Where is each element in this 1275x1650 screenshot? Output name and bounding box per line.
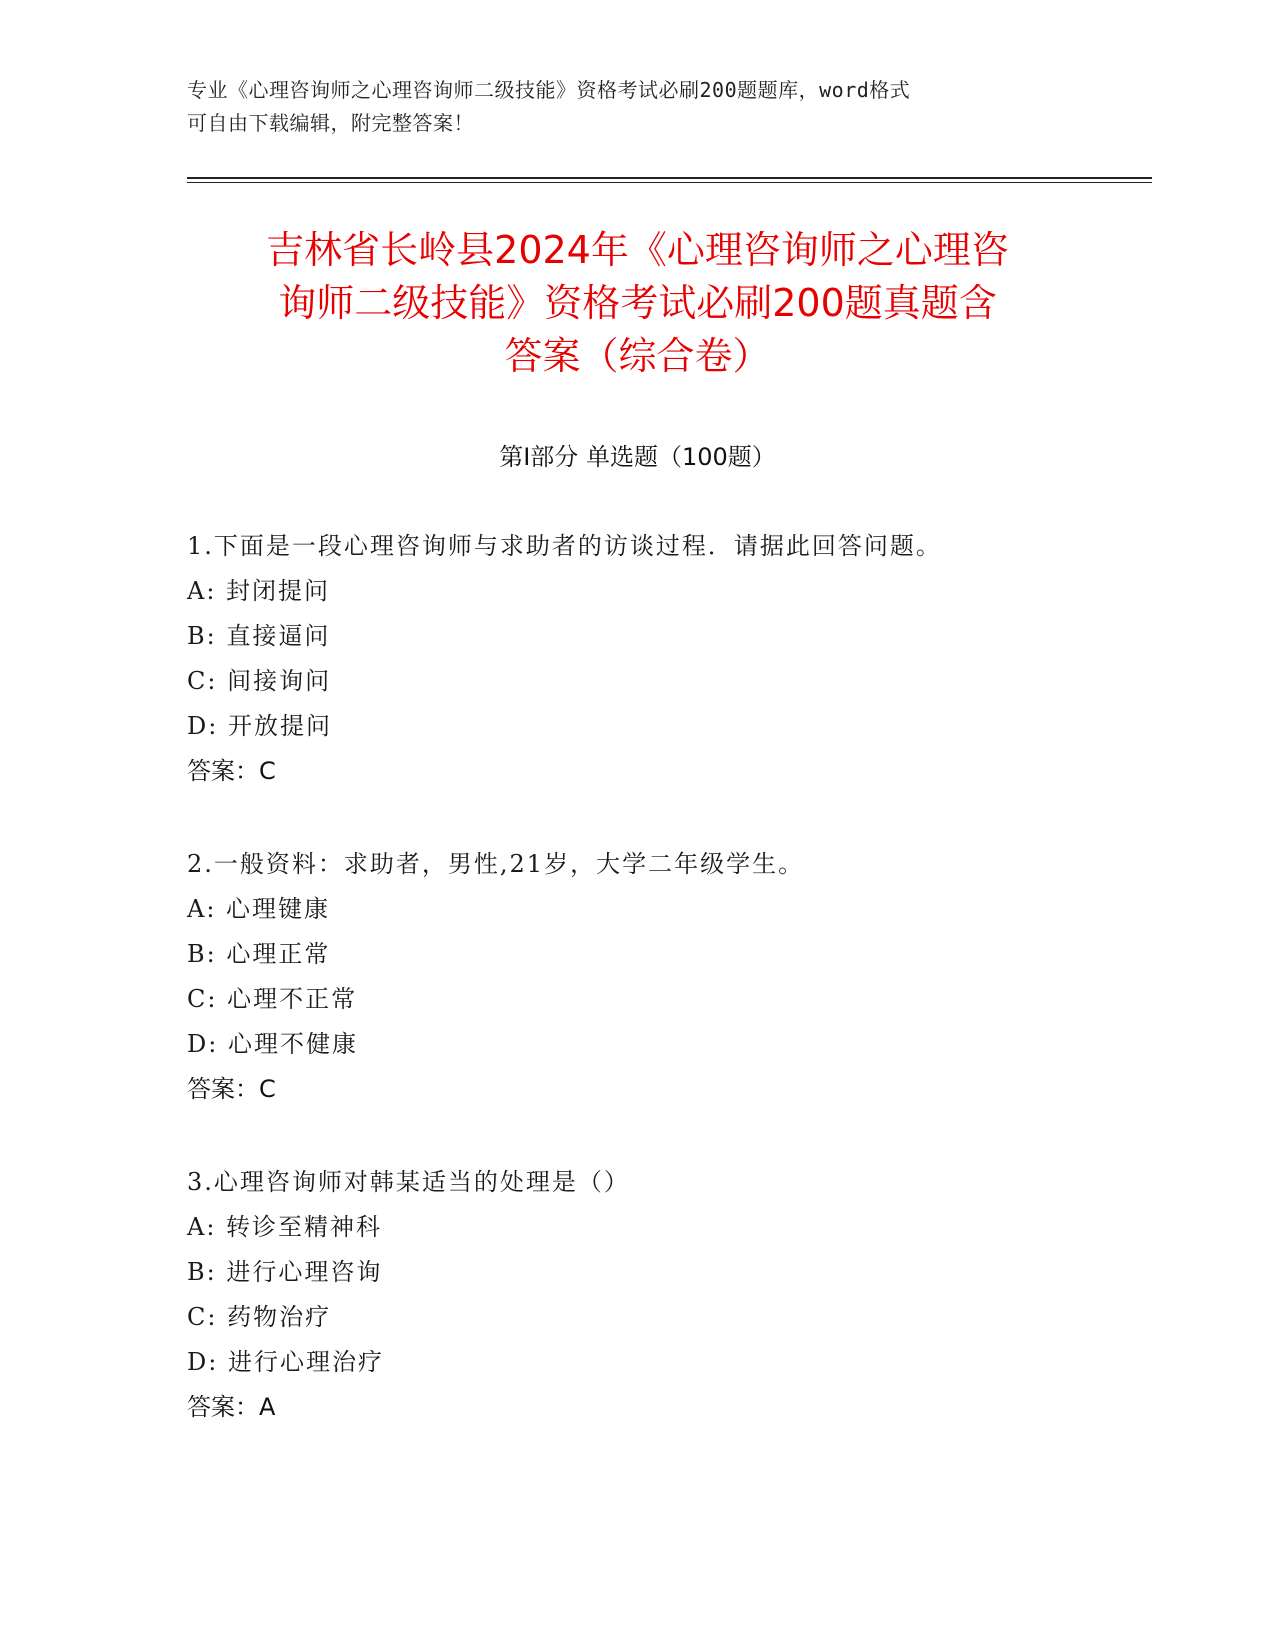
option-a: A: 转诊至精神科 [187,1213,383,1241]
option-c: C: 药物治疗 [187,1303,332,1331]
section-title: 第Ⅰ部分 单选题（100题） [499,443,776,471]
question-stem: 2.一般资料：求助者，男性,21岁，大学二年级学生。 [187,850,805,878]
answer-line: 答案：C [187,1075,276,1103]
option-a: A: 心理键康 [187,895,331,923]
header-note [187,74,1067,140]
option-a: A: 封闭提问 [187,577,331,605]
option-c: C: 心理不正常 [187,985,358,1013]
question-block [187,524,1187,794]
option-d: D: 进行心理治疗 [187,1348,384,1376]
question-block [187,842,1187,1112]
question-stem: 3.心理咨询师对韩某适当的处理是（） [187,1168,630,1196]
option-b: B: 直接逼问 [187,622,331,650]
answer-line: 答案：A [187,1393,276,1421]
option-d: D: 心理不健康 [187,1030,358,1058]
header-divider-thin [187,182,1152,183]
header-divider-thick [187,177,1152,179]
document-title-line-1: 吉林省长岭县2024年《心理咨询师之心理咨 [266,228,1009,272]
option-b: B: 心理正常 [187,940,331,968]
option-c: C: 间接询问 [187,667,332,695]
header-note-line-2: 可自由下载编辑，附完整答案！ [187,111,474,135]
document-title-line-3: 答案（综合卷） [504,334,771,378]
option-d: D: 开放提问 [187,712,332,740]
question-block [187,1160,1187,1430]
document-title-line-2: 询师二级技能》资格考试必刷200题真题含 [278,281,997,325]
header-note-line-1: 专业《心理咨询师之心理咨询师二级技能》资格考试必刷200题题库，word格式 [187,78,911,102]
question-stem: 1.下面是一段心理咨询师与求助者的访谈过程．请据此回答问题。 [187,532,942,560]
document-title [150,224,1125,383]
answer-line: 答案：C [187,757,276,785]
option-b: B: 进行心理咨询 [187,1258,383,1286]
